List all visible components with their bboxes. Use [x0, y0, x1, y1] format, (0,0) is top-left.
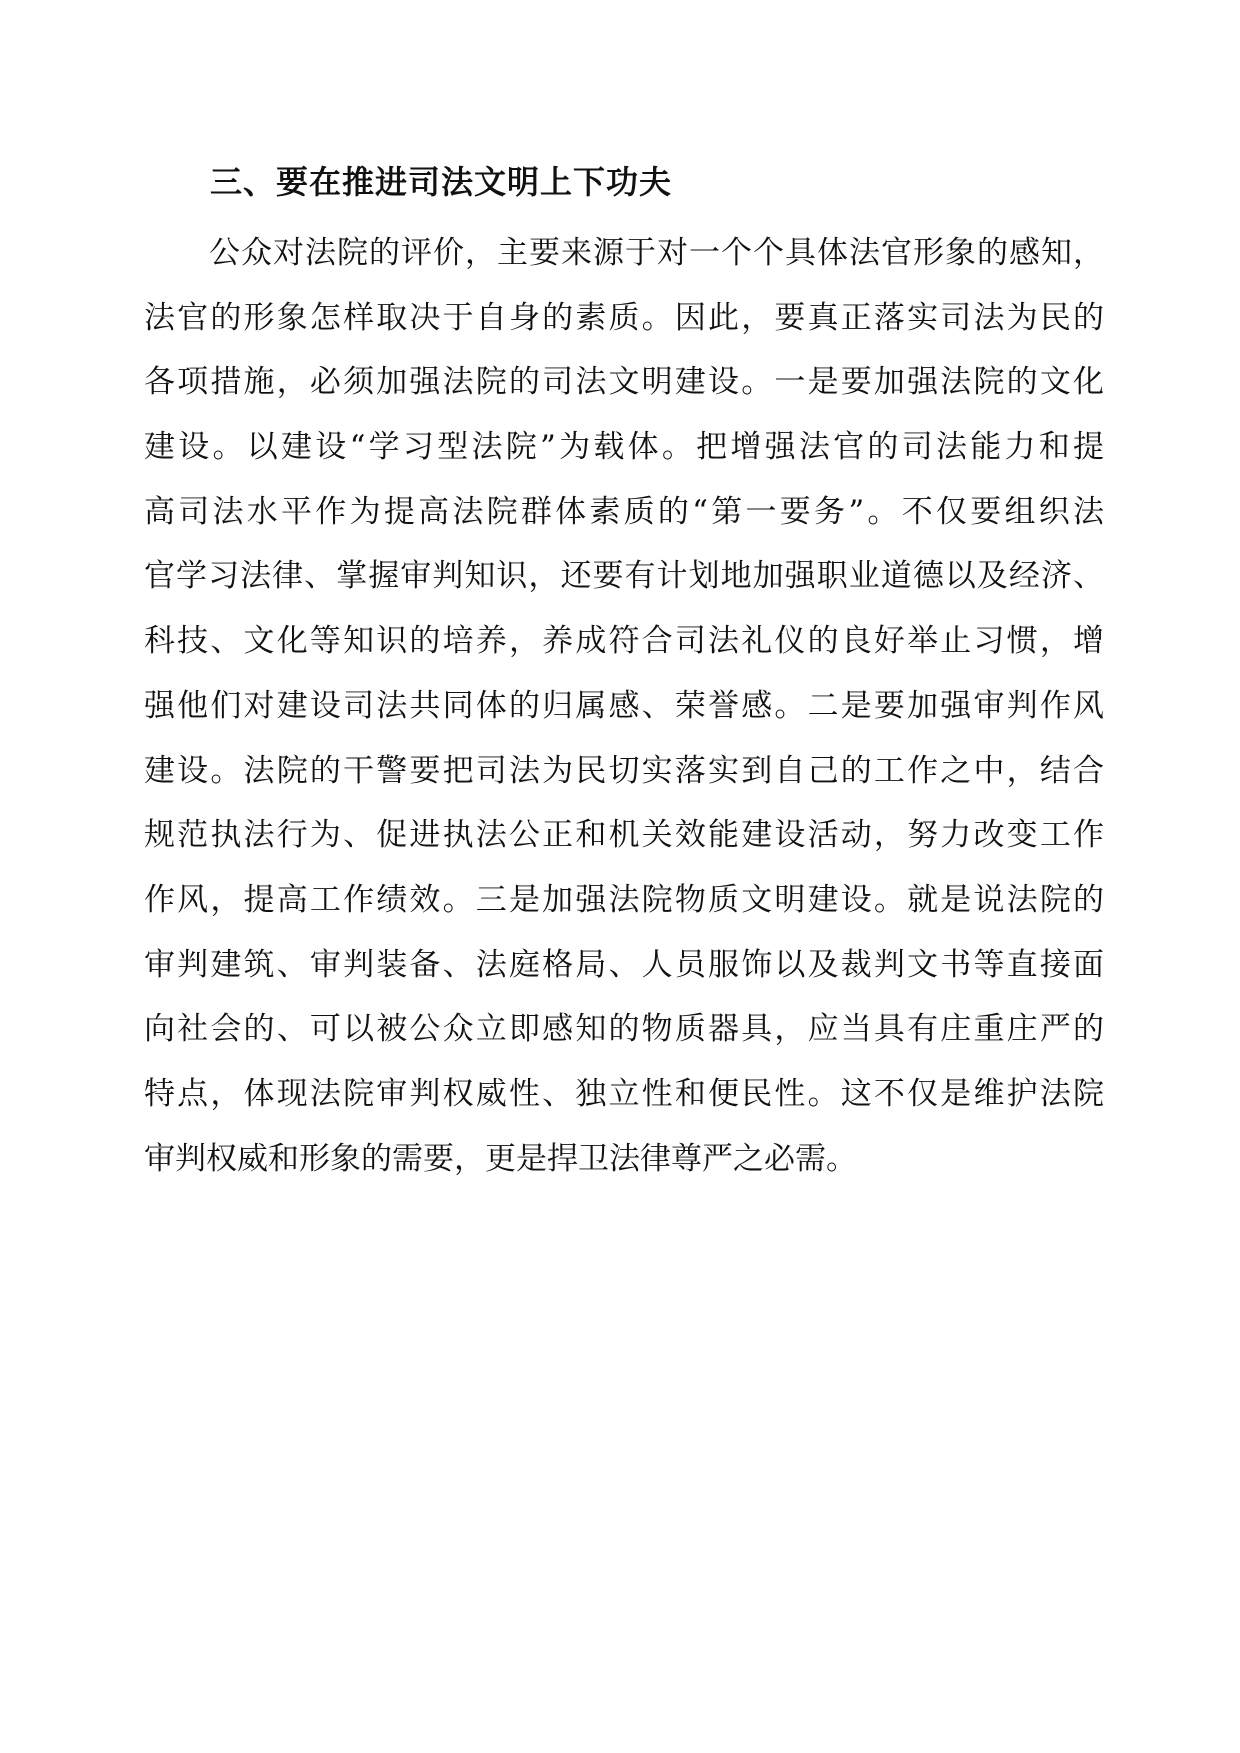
paragraph-line: 特点，体现法院审判权威性、独立性和便民性。这不仅是维护法院: [144, 1075, 1104, 1112]
paragraph-line: 法官的形象怎样取决于自身的素质。因此，要真正落实司法为民的: [144, 299, 1104, 336]
paragraph-line: 科技、文化等知识的培养，养成符合司法礼仪的良好举止习惯，增: [144, 623, 1104, 660]
paragraph-line: 作风，提高工作绩效。三是加强法院物质文明建设。就是说法院的: [144, 881, 1104, 918]
paragraph-line: 建设。法院的干警要把司法为民切实落实到自己的工作之中，结合: [144, 752, 1104, 789]
paragraph-line: 规范执法行为、促进执法公正和机关效能建设活动，努力改变工作: [144, 817, 1104, 854]
paragraph-line: 公众对法院的评价，主要来源于对一个个具体法官形象的感知，: [209, 235, 1104, 271]
paragraph-line: 各项措施，必须加强法院的司法文明建设。一是要加强法院的文化: [144, 364, 1104, 401]
paragraph-line: 审判建筑、审判装备、法庭格局、人员服饰以及裁判文书等直接面: [144, 946, 1104, 983]
paragraph-line: 高司法水平作为提高法院群体素质的“第一要务”。不仅要组织法: [144, 493, 1104, 530]
paragraph-line: 审判权威和形象的需要，更是捍卫法律尊严之必需。: [144, 1140, 857, 1177]
section-heading: 三、要在推进司法文明上下功夫: [210, 163, 673, 201]
body-paragraph: [144, 221, 1104, 1191]
paragraph-line: 官学习法律、掌握审判知识，还要有计划地加强职业道德以及经济、: [144, 558, 1104, 595]
paragraph-line: 向社会的、可以被公众立即感知的物质器具，应当具有庄重庄严的: [144, 1011, 1104, 1048]
paragraph-line: 建设。以建设“学习型法院”为载体。把增强法官的司法能力和提: [144, 429, 1104, 466]
paragraph-line: 强他们对建设司法共同体的归属感、荣誉感。二是要加强审判作风: [144, 687, 1104, 724]
